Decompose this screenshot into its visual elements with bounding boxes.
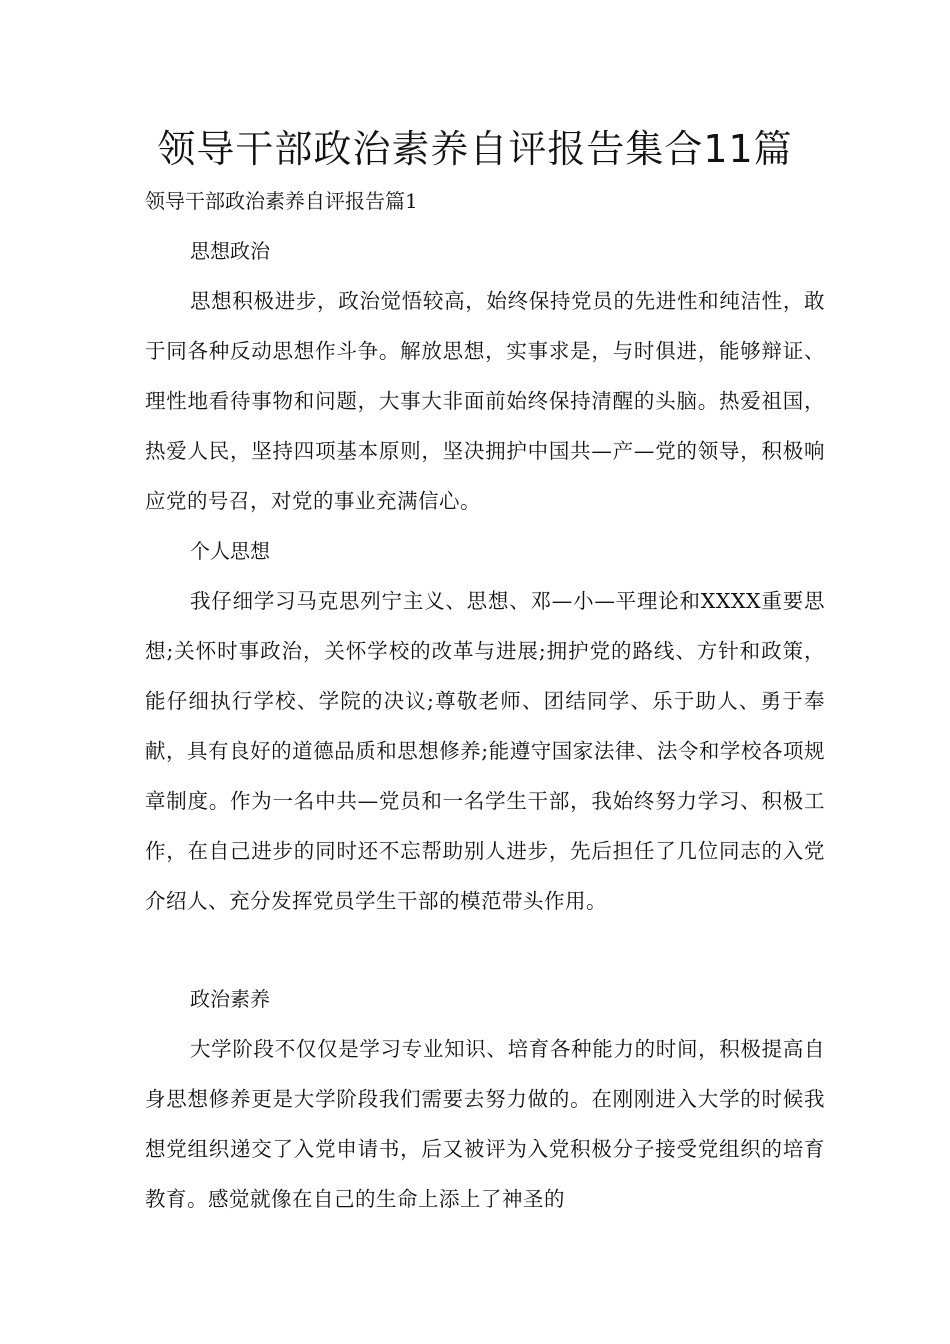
- document-subtitle: 领导干部政治素养自评报告篇1: [145, 189, 418, 213]
- section-heading-thought-politics: 思想政治: [190, 239, 270, 263]
- section-heading-political-literacy: 政治素养: [190, 987, 270, 1011]
- section-paragraph-thought-politics: 思想积极进步，政治觉悟较高，始终保持党员的先进性和纯洁性，敢于同各种反动思想作斗争。解放思想，实事求是，与时俱进，能够辩证、理性地看待事物和问题，大事大非面前始终保持清醒的头脑。热爱祖国，热爱人民，坚持四项基本原则，坚决拥护中国共—产—党的领导，积极响应党的号召，对党的事业充满信心。: [145, 289, 825, 513]
- section-heading-personal-thought: 个人思想: [190, 539, 270, 563]
- section-paragraph-personal-thought: 我仔细学习马克思列宁主义、思想、邓—小—平理论和XXXX重要思想;关怀时事政治，关怀学校的改革与进展;拥护党的路线、方针和政策，能仔细执行学校、学院的决议;尊敬老师、团结同学、乐于助人、勇于奉献，具有良好的道德品质和思想修养;能遵守国家法律、法令和学校各项规章制度。作为一名中共—党员和一名学生干部，我始终努力学习、积极工作，在自己进步的同时还不忘帮助别人进步，先后担任了几位同志的入党介绍人、充分发挥党员学生干部的模范带头作用。: [145, 589, 825, 913]
- document-title: 领导干部政治素养自评报告集合11篇: [157, 127, 793, 171]
- section-paragraph-political-literacy: 大学阶段不仅仅是学习专业知识、培育各种能力的时间，积极提高自身思想修养更是大学阶段我们需要去努力做的。在刚刚进入大学的时候我想党组织递交了入党申请书，后又被评为入党积极分子接受党组织的培育教育。感觉就像在自己的生命上添上了神圣的: [145, 1037, 825, 1211]
